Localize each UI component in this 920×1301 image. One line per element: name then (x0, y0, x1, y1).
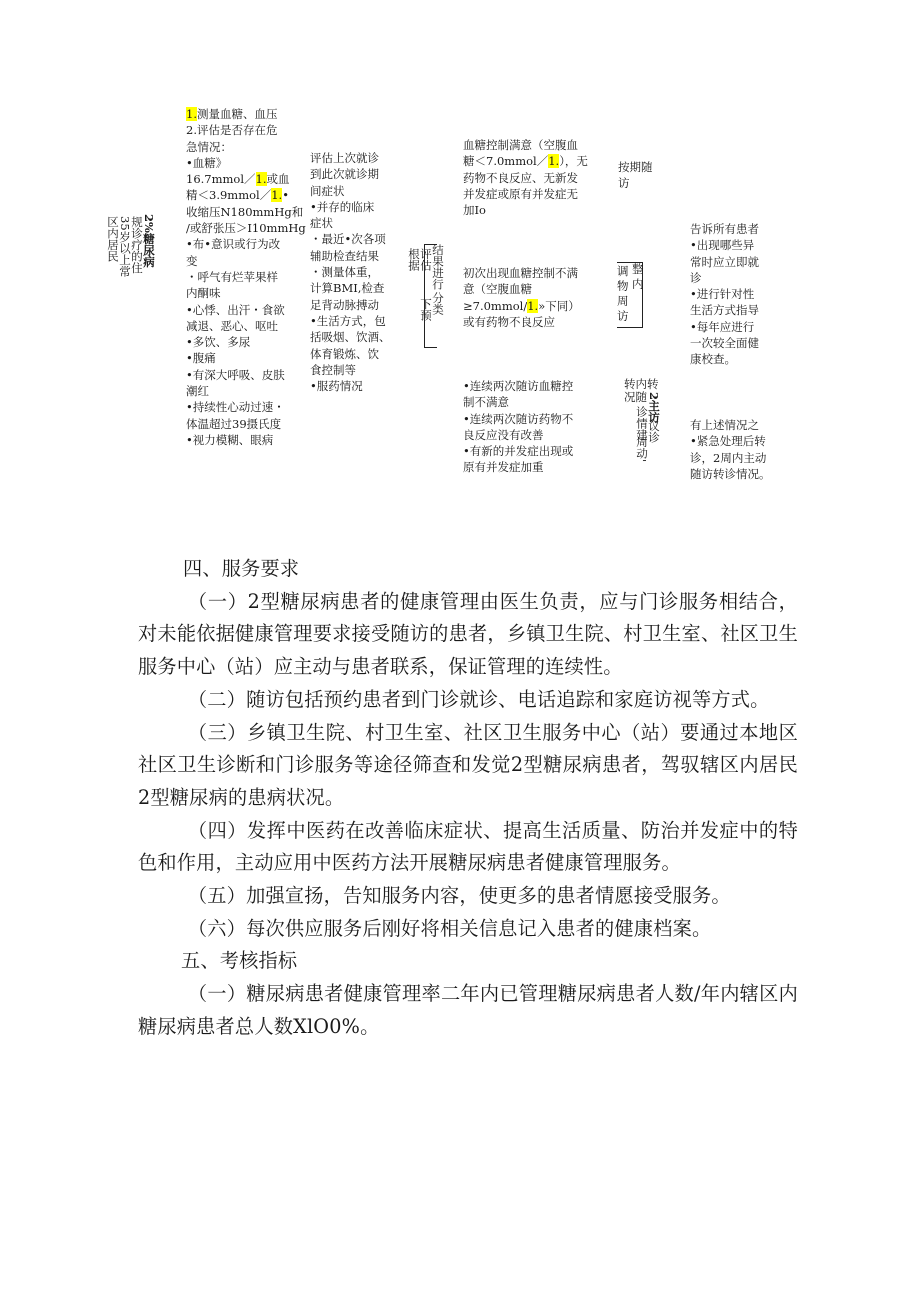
assessment-line: •心悸、出汗・食欲 (186, 302, 285, 317)
vertical-col: 规诊疗的住 (130, 216, 144, 274)
paragraph: （五）加强宣扬，告知服务内容，使更多的患者情愿接受服务。 (187, 884, 731, 908)
classify-bracket (424, 244, 437, 348)
satisfied-line: 加Io (463, 203, 486, 218)
first-time-block (463, 265, 580, 330)
evaluate-line: 到此次就诊期 (310, 167, 379, 182)
assessment-line: •视力模糊、眼病 (186, 432, 274, 447)
assessment-line: •腹痛 (186, 351, 216, 366)
assessment-line: •多饮、多尿 (186, 335, 251, 350)
paragraph: （四）发挥中医药在改善临床症状、提高生活质量、防治并发症中的特色和作用，主动应用中医药方法开展糖尿病患者健康管理服务。 (138, 818, 798, 875)
assessment-line: 精＜3.9mmol／1.• (186, 188, 289, 203)
evaluate-line: 间症状 (310, 183, 345, 198)
assessment-line: 16.7mmol／1.或血 (186, 172, 290, 187)
adjust-bracket (617, 262, 643, 328)
assessment-line: ・呼气有烂苹果样 (186, 269, 278, 284)
vertical-col: 2主访 (647, 392, 661, 424)
adjust-line: 访 (617, 309, 629, 323)
adjust-line: 物 (617, 279, 629, 293)
assessment-line: 潮红 (186, 384, 209, 399)
consecutive-line: •有新的并发症出现或 (463, 444, 574, 459)
evaluate-line: •生活方式，包 (310, 313, 386, 328)
satisfied-block (463, 137, 588, 218)
consecutive-line: •连续两次随访药物不 (463, 411, 574, 426)
tell-all-block (690, 221, 759, 368)
assessment-line: 2.评估是否存在危 (186, 123, 278, 138)
followup-line: 按期随 (618, 160, 653, 174)
evaluate-list (310, 150, 391, 394)
vertical-col: 根据 (407, 248, 421, 271)
vertical-col: 议诊 (647, 420, 661, 443)
paragraph: （二）随访包括预约患者到门诊就诊、电话追踪和家庭访视等方式。 (187, 687, 770, 711)
vertical-col: 下预 (419, 298, 433, 321)
assessment-line: 1.测量血糖、血压 (186, 107, 278, 121)
vertical-col: 2%糖尿病 (142, 214, 156, 268)
vertical-col: 结果进行 (431, 244, 445, 290)
evaluate-line: 括吸烟、饮酒、 (310, 330, 391, 345)
evaluate-line: 计算BMI,检查 (310, 281, 385, 296)
adjust-line: 整 (632, 262, 644, 276)
referral-line: 转内转 (624, 377, 659, 391)
vertical-col: 诊情建 (635, 406, 649, 441)
tell-line: •进行针对性 (690, 287, 755, 302)
paragraph: （三）乡镇卫生院、村卫生室、社区卫生服务中心（站）要通过本地区社区卫生诊断和门诊服务等途径筛查和发觉2型糖尿病患者，驾驭辖区内居民2型糖尿病的患病状况。 (138, 720, 798, 809)
consecutive-line: •连续两次随访血糖控 (463, 379, 574, 393)
paragraph: （一）糖尿病患者健康管理率二年内已管理糖尿病患者人数/年内辖区内糖尿病患者总人数XlO0%。 (138, 982, 798, 1038)
consecutive-line: 制不满意 (463, 395, 509, 410)
emergency-line: 随访转诊情况。 (690, 466, 771, 481)
consecutive-line: 良反应没有改善 (463, 427, 544, 442)
tell-line: 生活方式指导 (690, 303, 759, 318)
assessment-line: 急情况： (186, 139, 232, 154)
tell-line: 康校查。 (690, 352, 736, 367)
emergency-line: 诊，2周内主动 (690, 450, 767, 465)
tell-line: •出现哪些异 (690, 238, 755, 253)
vertical-col: 分类 (431, 292, 445, 315)
assessment-line: /或舒张压＞I10mmHg (186, 221, 306, 236)
vertical-col: 35岁以上常 (118, 216, 132, 277)
assessment-list (186, 106, 306, 448)
tell-line: 诊 (690, 270, 702, 285)
vertical-col: 周动' (635, 436, 649, 463)
evaluate-line: •并存的临床 (310, 199, 375, 214)
evaluate-line: 食控制等 (310, 362, 356, 377)
adjust-line: 周 (617, 294, 629, 308)
paragraph: （六）每次供应服务后刚好将相关信息记入患者的健康档案。 (187, 916, 712, 940)
satisfied-line: 药物不良反应、无新发 (463, 170, 578, 185)
assessment-line: •血糖》 (186, 155, 228, 170)
vertical-col: 区内居民 (106, 216, 120, 262)
assessment-line: •有深大呼吸、皮肤 (186, 367, 285, 382)
first-time-line: ≥7.0mmol/1.»下同） (463, 298, 580, 313)
followup-line: 访 (618, 176, 630, 191)
document-body (138, 553, 798, 1044)
assessment-line: 体温超过39摄氏度 (186, 416, 282, 431)
evaluate-line: 评估上次就诊 (310, 151, 379, 165)
evaluate-line: •服药情况 (310, 379, 363, 394)
followup-regular (618, 159, 653, 192)
assessment-line: 收缩压N180mmHg和 (186, 204, 304, 219)
consecutive-block (463, 378, 573, 476)
vertical-col: 评估 (419, 248, 433, 271)
tell-line: 告诉所有患者 (690, 222, 759, 236)
assessment-line: •布•意识或行为改 (186, 237, 281, 252)
emergency-block (690, 417, 771, 482)
consecutive-line: 原有并发症加重 (463, 460, 544, 475)
evaluate-line: 体育锻炼、饮 (310, 346, 379, 361)
first-time-line: 或有药物不良反应 (463, 314, 555, 329)
flowchart (0, 0, 920, 520)
adjust-line: 调 (617, 264, 629, 278)
paragraph: （一）2型糖尿病患者的健康管理由医生负责，应与门诊服务相结合，对未能依据健康管理要求接受随访的患者，乡镇卫生院、村卫生室、社区卫生服务中心（站）应主动与患者联系，保证管理的连续性。 (138, 589, 798, 679)
first-time-line: 初次出现血糖控制不满 (463, 266, 578, 280)
satisfied-line: 并发症或原有并发症无 (463, 186, 578, 201)
emergency-line: •紧急处理后转 (690, 434, 766, 449)
evaluate-line: 症状 (310, 216, 333, 231)
adjust-line: 内 (632, 277, 644, 291)
assessment-line: 内酮味 (186, 286, 221, 301)
tell-line: •每年应进行 (690, 319, 755, 334)
satisfied-line: 血糖控制满意（空腹血 (463, 138, 578, 152)
evaluate-line: 足背动脉搏动 (310, 297, 379, 312)
assessment-line: •持续性心动过速・ (186, 400, 285, 415)
evaluate-line: ・测量体重， (310, 265, 379, 280)
section-heading: 五、考核指标 (181, 949, 298, 973)
evaluate-line: 辅助检查结果 (310, 248, 379, 263)
tell-line: 一次较全面健 (690, 336, 759, 351)
first-time-line: 意（空腹血糖 (463, 282, 532, 297)
referral-line: 况随 (624, 390, 647, 404)
evaluate-line: ・最近•次各项 (310, 232, 386, 247)
assessment-line: 变 (186, 253, 198, 268)
tell-line: 常时应立即就 (690, 254, 759, 269)
assessment-line: 减退、恶心、呕吐 (186, 318, 278, 333)
emergency-line: 有上述情况之 (690, 418, 759, 432)
satisfied-line: 糖＜7.0mmol／1.），无 (463, 154, 588, 169)
section-heading: 四、服务要求 (183, 557, 300, 580)
